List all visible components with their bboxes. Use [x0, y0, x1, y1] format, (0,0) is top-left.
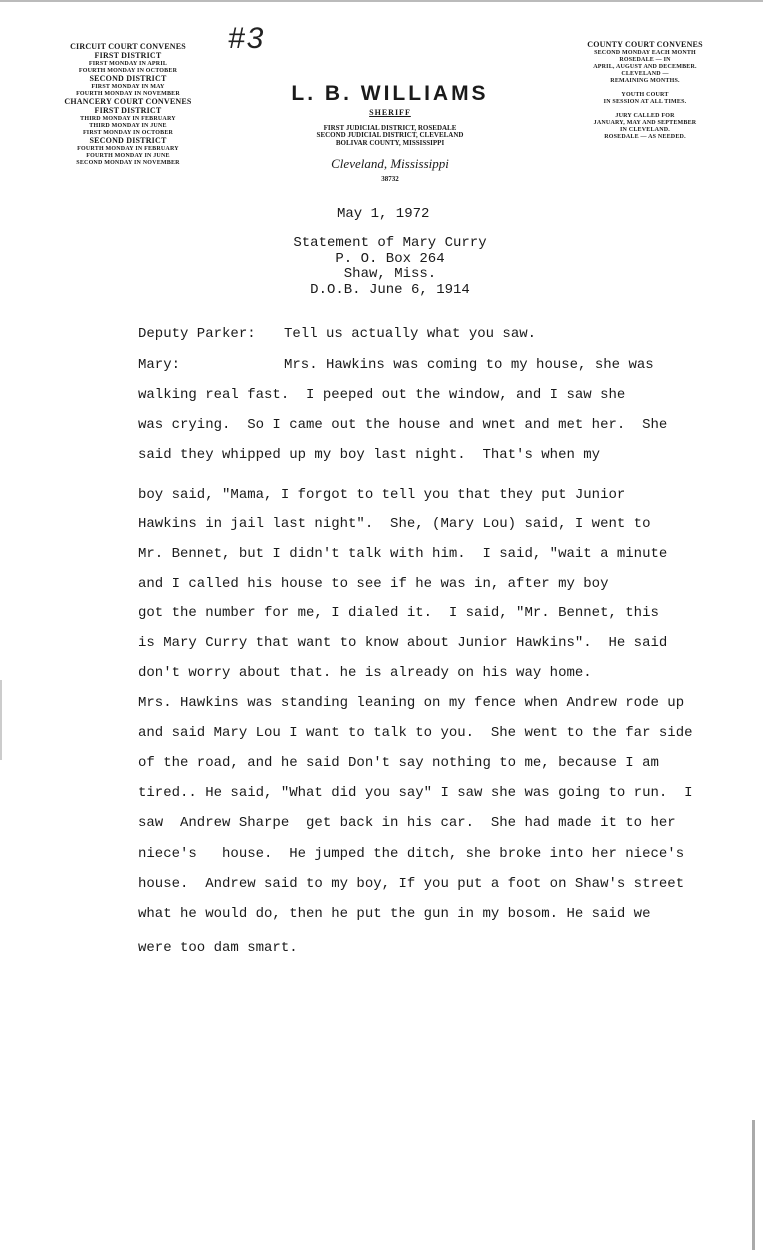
schedule-line: FIRST MONDAY IN MAY — [91, 84, 165, 90]
statement-line — [138, 940, 298, 956]
statement-text: said they whipped up my boy last night. That's when my — [138, 447, 601, 463]
statement-line — [138, 487, 625, 503]
statement-text: niece's house. He jumped the ditch, she broke into her niece's — [138, 846, 685, 862]
statement-text: and said Mary Lou I want to talk to you. She went to the far side — [138, 725, 693, 741]
court-schedule-left — [48, 42, 208, 166]
statement-line — [138, 906, 650, 922]
statement-line — [138, 846, 684, 862]
letterhead-city: Cleveland, Mississippi — [331, 156, 449, 171]
statement-line — [138, 695, 684, 711]
schedule-line: FOURTH MONDAY IN NOVEMBER — [76, 91, 180, 97]
district-lines — [280, 125, 500, 147]
scan-edge — [752, 1120, 755, 1250]
statement-text: got the number for me, I dialed it. I said, "Mr. Bennet, this — [138, 605, 659, 621]
schedule-line: FOURTH MONDAY IN FEBRUARY — [77, 146, 179, 152]
schedule-line — [570, 85, 720, 91]
schedule-line: SECOND DISTRICT — [89, 136, 167, 145]
statement-header — [240, 236, 540, 298]
schedule-line: SECOND MONDAY IN NOVEMBER — [76, 160, 180, 166]
schedule-line: THIRD MONDAY IN JUNE — [89, 123, 167, 129]
statement-text: Mrs. Hawkins was standing leaning on my fence when Andrew rode up — [138, 695, 685, 711]
schedule-line: ROSEDALE — AS NEEDED. — [604, 134, 686, 140]
schedule-line: IN SESSION AT ALL TIMES. — [603, 99, 687, 105]
statement-line — [138, 516, 650, 532]
schedule-line: REMAINING MONTHS. — [610, 78, 680, 84]
schedule-line: COUNTY COURT CONVENES — [587, 40, 703, 49]
schedule-line: FIRST MONDAY IN APRIL — [88, 61, 168, 67]
statement-text: of the road, and he said Don't say nothing to me, because I am — [138, 755, 659, 771]
statement-text: were too dam smart. — [138, 940, 298, 956]
statement-line — [138, 357, 654, 373]
district-line: FIRST JUDICIAL DISTRICT, ROSEDALE — [323, 124, 457, 132]
schedule-line: SECOND DISTRICT — [89, 74, 167, 83]
schedule-line: FIRST DISTRICT — [94, 106, 162, 115]
schedule-line: THIRD MONDAY IN FEBRUARY — [80, 116, 176, 122]
sheriff-name: L. B. WILLIAMS — [291, 82, 489, 105]
statement-text: Tell us actually what you saw. — [284, 326, 537, 342]
statement-text: Hawkins in jail last night". She, (Mary Lou) said, I went to — [138, 516, 651, 532]
schedule-line: JURY CALLED FOR — [615, 113, 675, 119]
schedule-line: CHANCERY COURT CONVENES — [64, 97, 192, 106]
statement-line — [138, 387, 625, 403]
address-line: P. O. Box 264 — [335, 250, 445, 267]
dob-line: D.O.B. June 6, 1914 — [310, 281, 470, 298]
court-schedule-right — [570, 40, 720, 140]
statement-text: and I called his house to see if he was in, after my boy — [138, 576, 609, 592]
statement-line — [138, 665, 592, 681]
schedule-line: APRIL, AUGUST AND DECEMBER. — [593, 64, 697, 70]
statement-text: walking real fast. I peeped out the window, and I saw she — [138, 387, 626, 403]
statement-text: boy said, "Mama, I forgot to tell you that they put Junior — [138, 487, 626, 503]
schedule-line: YOUTH COURT — [621, 92, 669, 98]
statement-line — [138, 546, 667, 562]
statement-title: Statement of Mary Curry — [293, 235, 487, 251]
statement-line — [138, 785, 693, 801]
statement-text: Mr. Bennet, but I didn't talk with him. I said, "wait a minute — [138, 546, 668, 562]
schedule-line: FOURTH MONDAY IN JUNE — [86, 153, 170, 159]
handwritten-note: #3 — [228, 22, 266, 55]
statement-text: saw Andrew Sharpe get back in his car. She had made it to her — [138, 815, 676, 831]
statement-line — [138, 326, 536, 342]
statement-text: Mrs. Hawkins was coming to my house, she was — [284, 357, 654, 373]
statement-date: May 1, 1972 — [337, 206, 430, 222]
speaker-label: Mary: — [138, 357, 181, 373]
statement-text: don't worry about that. he is already on his way home. — [138, 665, 592, 681]
district-line: BOLIVAR COUNTY, MISSISSIPPI — [335, 138, 445, 147]
statement-line — [138, 417, 667, 433]
scan-edge — [0, 0, 763, 2]
statement-text: tired.. He said, "What did you say" I saw she was going to run. I — [138, 785, 693, 801]
statement-text: what he would do, then he put the gun in my bosom. He said we — [138, 906, 651, 922]
statement-line — [138, 755, 659, 771]
schedule-line: FOURTH MONDAY IN OCTOBER — [78, 68, 178, 74]
district-line: SECOND JUDICIAL DISTRICT, CLEVELAND — [316, 131, 464, 140]
schedule-line: IN CLEVELAND. — [620, 127, 670, 133]
schedule-line: JANUARY, MAY AND SEPTEMBER — [593, 120, 697, 126]
statement-line — [138, 576, 608, 592]
schedule-line — [570, 106, 720, 112]
statement-line — [138, 447, 600, 463]
schedule-line: FIRST MONDAY IN OCTOBER — [82, 130, 174, 136]
letterhead-zip: 38732 — [381, 175, 399, 183]
speaker-label: Deputy Parker: — [138, 326, 256, 342]
schedule-line: ROSEDALE — IN — [619, 57, 671, 63]
statement-line — [138, 725, 693, 741]
schedule-line: CIRCUIT COURT CONVENES — [70, 42, 186, 51]
statement-line — [138, 876, 684, 892]
statement-line — [138, 605, 659, 621]
city-line: Shaw, Miss. — [343, 266, 437, 282]
schedule-line: CLEVELAND — — [621, 71, 669, 77]
sheriff-title: SHERIFF — [369, 108, 411, 117]
statement-line — [138, 815, 676, 831]
schedule-line: SECOND MONDAY EACH MONTH — [594, 50, 696, 56]
scan-edge — [0, 680, 2, 760]
statement-text: was crying. So I came out the house and wnet and met her. She — [138, 417, 668, 433]
statement-text: house. Andrew said to my boy, If you put a foot on Shaw's street — [138, 876, 685, 892]
schedule-line: FIRST DISTRICT — [94, 51, 162, 60]
statement-line — [138, 635, 667, 651]
statement-text: is Mary Curry that want to know about Junior Hawkins". He said — [138, 635, 668, 651]
